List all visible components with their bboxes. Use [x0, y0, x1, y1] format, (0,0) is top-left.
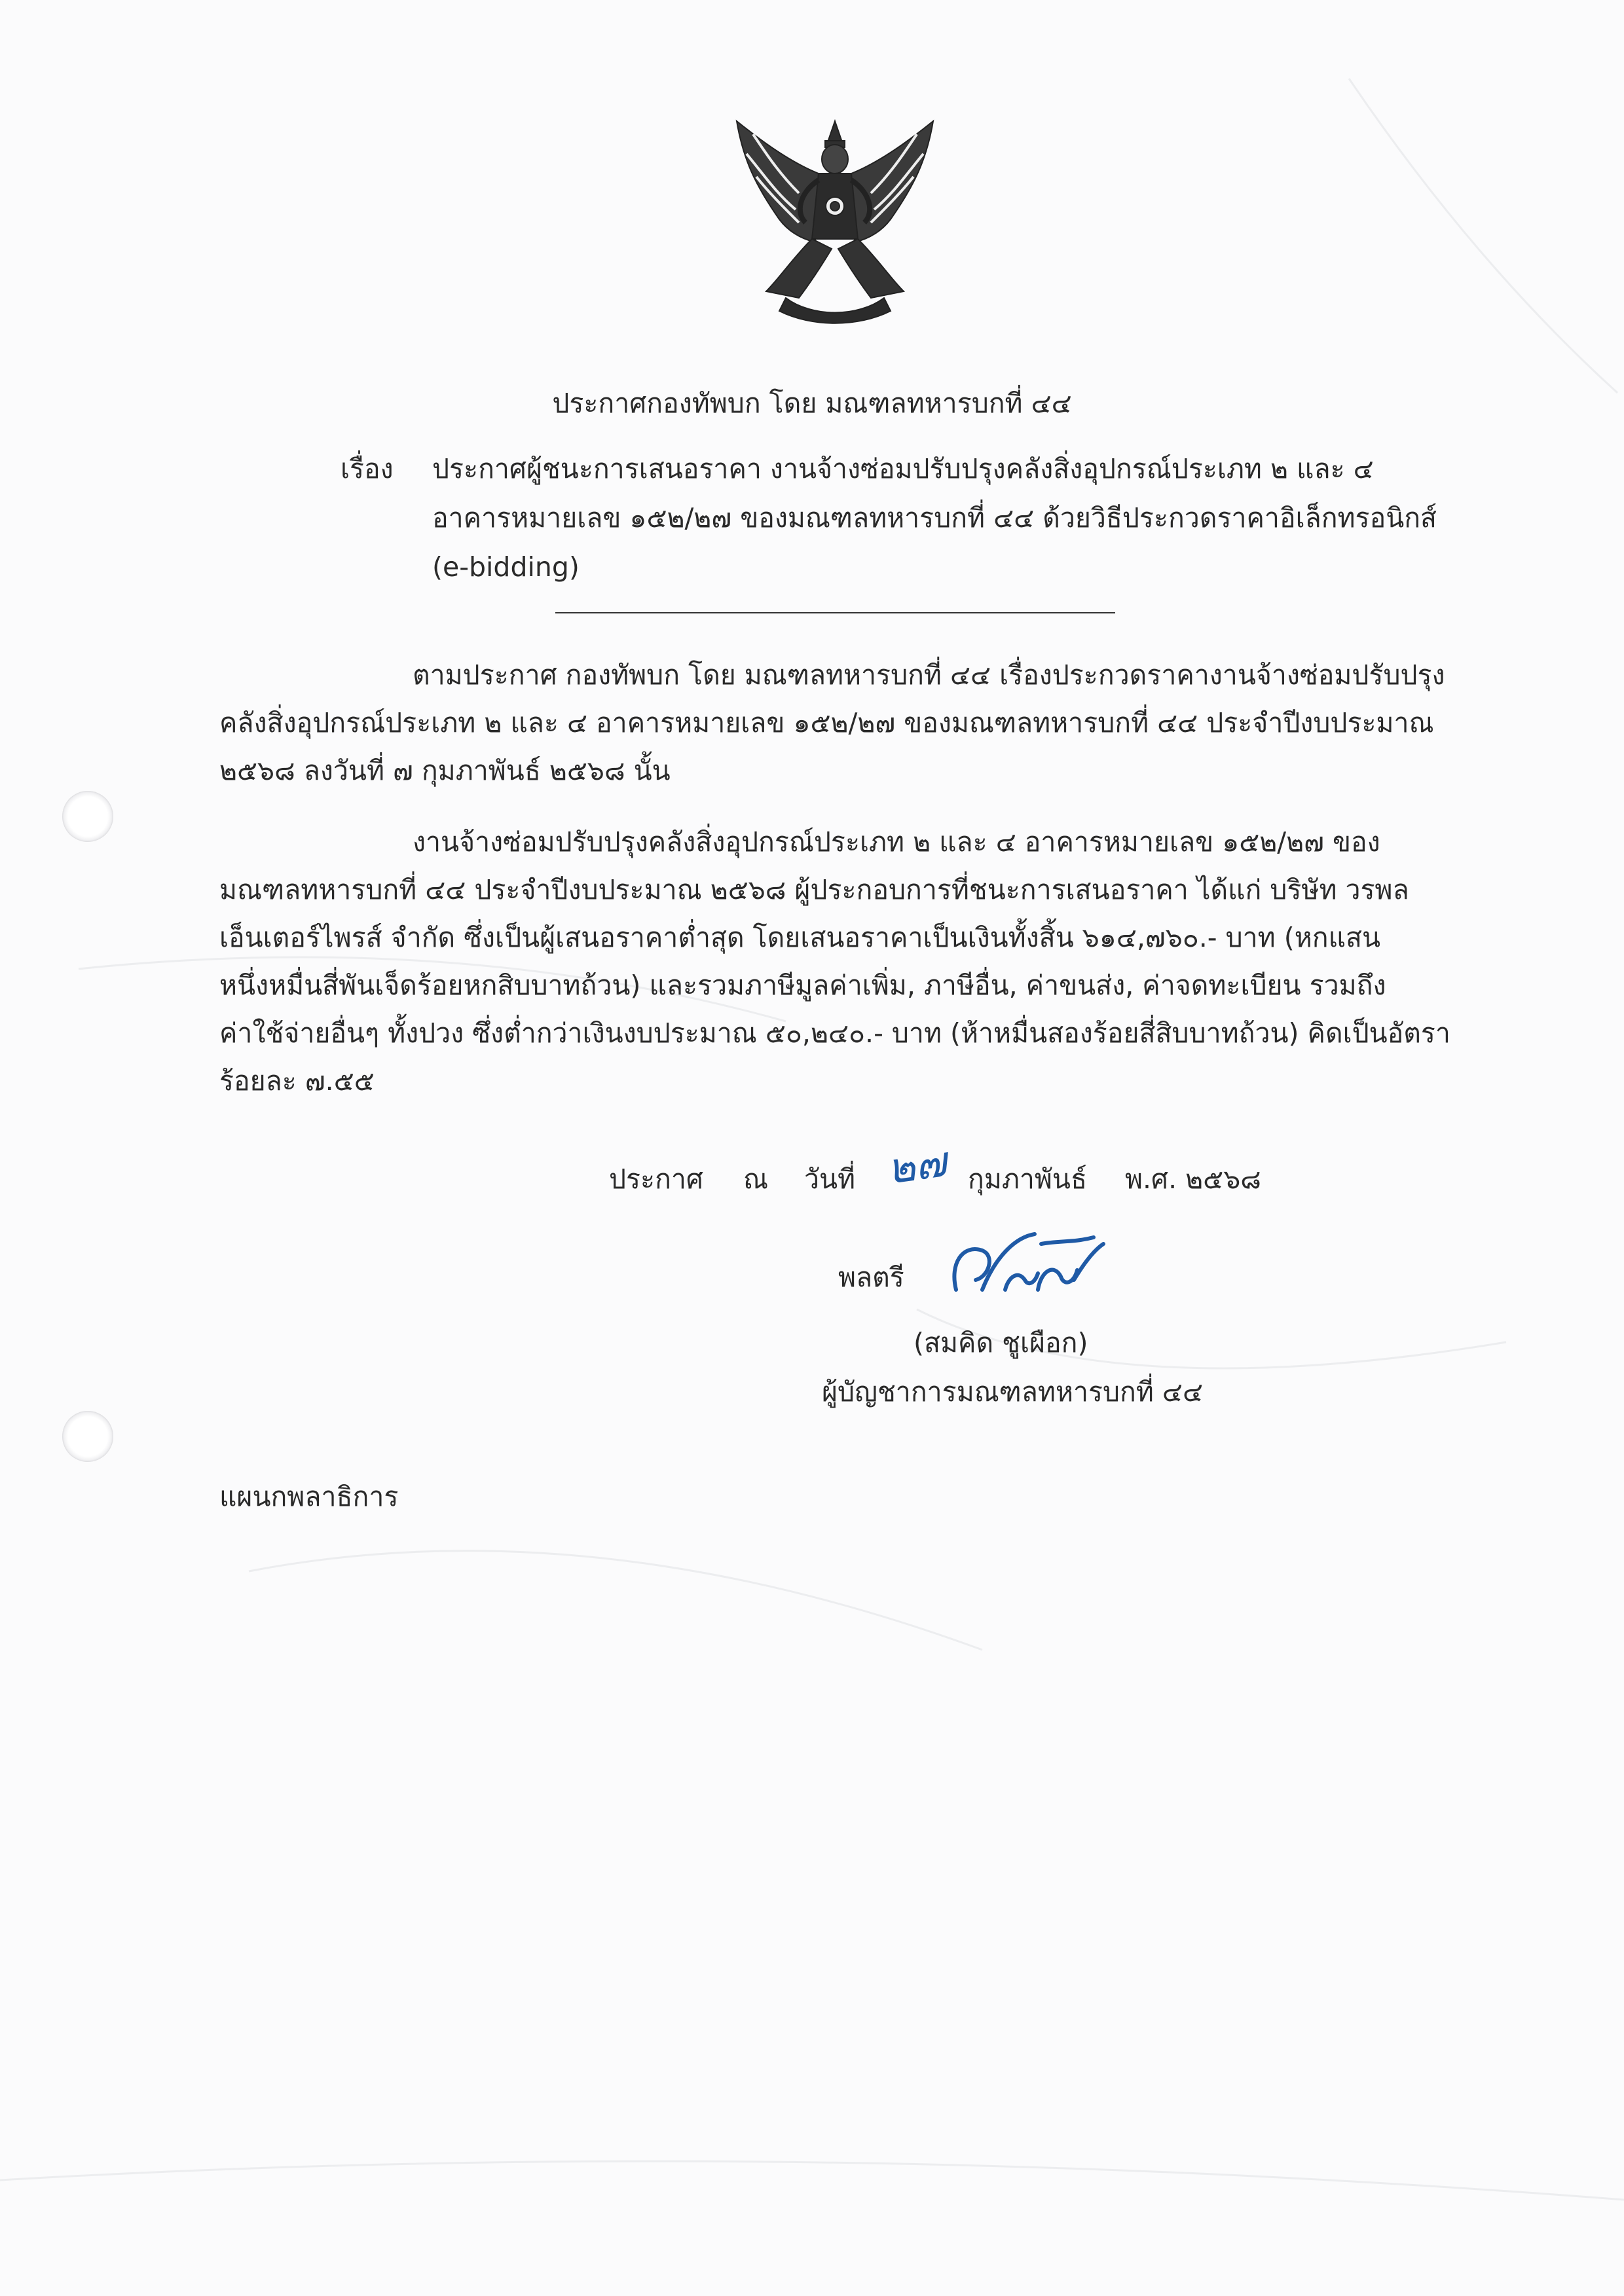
- document-heading: ประกาศกองทัพบก โดย มณฑลทหารบกที่ ๔๔: [552, 388, 1072, 419]
- body-paragraph-1-line-3: ๒๕๖๘ ลงวันที่ ๗ กุมภาพันธ์ ๒๕๖๘ นั้น: [219, 755, 671, 786]
- garuda-emblem-icon: [727, 108, 943, 331]
- body-paragraph-1-line-2: คลังสิ่งอุปกรณ์ประเภท ๒ และ ๔ อาคารหมายเลข ๑๕๒/๒๗ ของมณฑลทหารบกที่ ๔๔ ประจำปีงบประมาณ: [219, 707, 1434, 738]
- date-day-label: วันที่: [804, 1163, 856, 1195]
- subject-divider: [555, 612, 1115, 613]
- subject-label: เรื่อง: [341, 453, 394, 484]
- date-day-handwritten: ๒๗: [884, 1138, 950, 1194]
- date-at: ณ: [743, 1163, 769, 1195]
- body-paragraph-2-line-2: มณฑลทหารบกที่ ๔๔ ประจำปีงบประมาณ ๒๕๖๘ ผู้ประกอบการที่ชนะการเสนอราคา ได้แก่ บริษัท วรพล: [219, 874, 1409, 905]
- punch-hole-upper: [62, 791, 113, 842]
- issuing-department: แผนกพลาธิการ: [219, 1481, 399, 1512]
- subject-line-2: อาคารหมายเลข ๑๕๒/๒๗ ของมณฑลทหารบกที่ ๔๔ ด้วยวิธีประกวดราคาอิเล็กทรอนิกส์: [432, 502, 1437, 534]
- body-paragraph-2-line-4: หนึ่งหมื่นสี่พันเจ็ดร้อยหกสิบบาทถ้วน) และรวมภาษีมูลค่าเพิ่ม, ภาษีอื่น, ค่าขนส่ง, ค่าจดทะเบียน รวมถึง: [219, 970, 1386, 1001]
- subject-line-3: (e-bidding): [432, 551, 580, 583]
- handwritten-signature: [943, 1218, 1113, 1309]
- date-month: กุมภาพันธ์: [968, 1163, 1087, 1195]
- body-paragraph-1-line-1: ตามประกาศ กองทัพบก โดย มณฑลทหารบกที่ ๔๔ เรื่องประกวดราคางานจ้างซ่อมปรับปรุง: [413, 659, 1445, 691]
- signatory-position: ผู้บัญชาการมณฑลทหารบกที่ ๔๔: [822, 1376, 1203, 1408]
- body-paragraph-2-line-1: งานจ้างซ่อมปรับปรุงคลังสิ่งอุปกรณ์ประเภท ๒ และ ๔ อาคารหมายเลข ๑๕๒/๒๗ ของ: [413, 826, 1380, 858]
- subject-line-1: ประกาศผู้ชนะการเสนอราคา งานจ้างซ่อมปรับปรุงคลังสิ่งอุปกรณ์ประเภท ๒ และ ๔: [432, 453, 1374, 484]
- body-paragraph-2-line-3: เอ็นเตอร์ไพรส์ จำกัด ซึ่งเป็นผู้เสนอราคาต่ำสุด โดยเสนอราคาเป็นเงินทั้งสิ้น ๖๑๔,๗๖๐.- บาท (หกแสน: [219, 922, 1381, 953]
- signatory-name: (สมคิด ชูเผือก): [913, 1327, 1088, 1358]
- date-announce: ประกาศ: [609, 1163, 703, 1195]
- body-paragraph-2-line-6: ร้อยละ ๗.๕๕: [219, 1065, 375, 1097]
- signatory-rank: พลตรี: [838, 1262, 904, 1293]
- punch-hole-lower: [62, 1411, 113, 1462]
- date-year: พ.ศ. ๒๕๖๘: [1125, 1163, 1261, 1195]
- body-paragraph-2-line-5: ค่าใช้จ่ายอื่นๆ ทั้งปวง ซึ่งต่ำกว่าเงินงบประมาณ ๕๐,๒๔๐.- บาท (ห้าหมื่นสองร้อยสี่สิบบาทถ้วน) คิดเป็นอัตรา: [219, 1017, 1450, 1049]
